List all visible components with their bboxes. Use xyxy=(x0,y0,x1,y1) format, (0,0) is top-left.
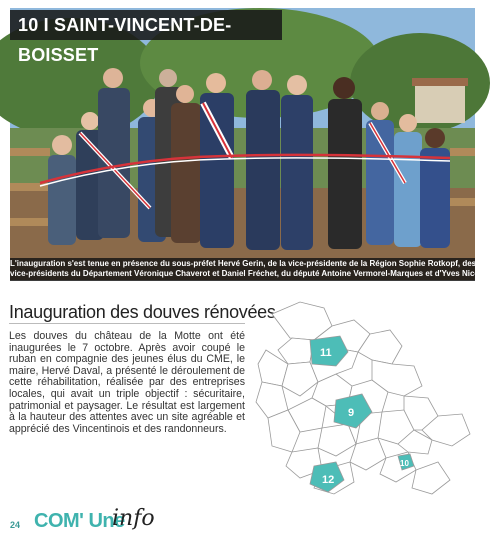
brand-name: COM' Une xyxy=(34,510,125,532)
map-svg xyxy=(252,294,480,508)
photo-credit: ©R xyxy=(476,246,482,257)
map-label-11: 11 xyxy=(320,347,332,359)
article-headline: Inauguration des douves rénovées xyxy=(9,302,276,322)
map-label-12: 12 xyxy=(322,474,335,486)
canton-map xyxy=(252,294,480,508)
caption-line-1: L'inauguration s'est tenue en présence du sous-préfet Hervé Gerin, de la vice-présidente de la Région Sophie Rotkopf, des xyxy=(10,259,477,268)
map-label-10: 10 xyxy=(400,459,409,468)
photo-caption xyxy=(10,258,491,281)
map-label-9: 9 xyxy=(348,407,355,419)
caption-line-2: vice-présidents du Département Véronique Chaverot et Daniel Fréchet, du député Antoine Vermorel-Marques et d'Yves Nicolin. xyxy=(10,269,491,278)
headline-divider xyxy=(9,323,245,324)
brand-suffix: info xyxy=(112,506,155,531)
page-number: 24 xyxy=(10,520,21,530)
page-title: 10 I SAINT-VINCENT-DE-BOISSET xyxy=(10,10,282,40)
article-body: Les douves du château de la Motte ont été inaugurées le 7 octobre. Après avoir coupé le ruban en compagnie des jeunes élus du CME, le maire, Hervé Daval, a présenté le déroulement de cette réhabilitation, réalisée par des entreprises locales, qui avait un triple objectif : sécuritaire, patrimonial et paysager. Le résultat est largement à la hauteur des attentes avec un site agréable et apprécié des Vincentinois et des randonneurs. xyxy=(9,330,245,435)
